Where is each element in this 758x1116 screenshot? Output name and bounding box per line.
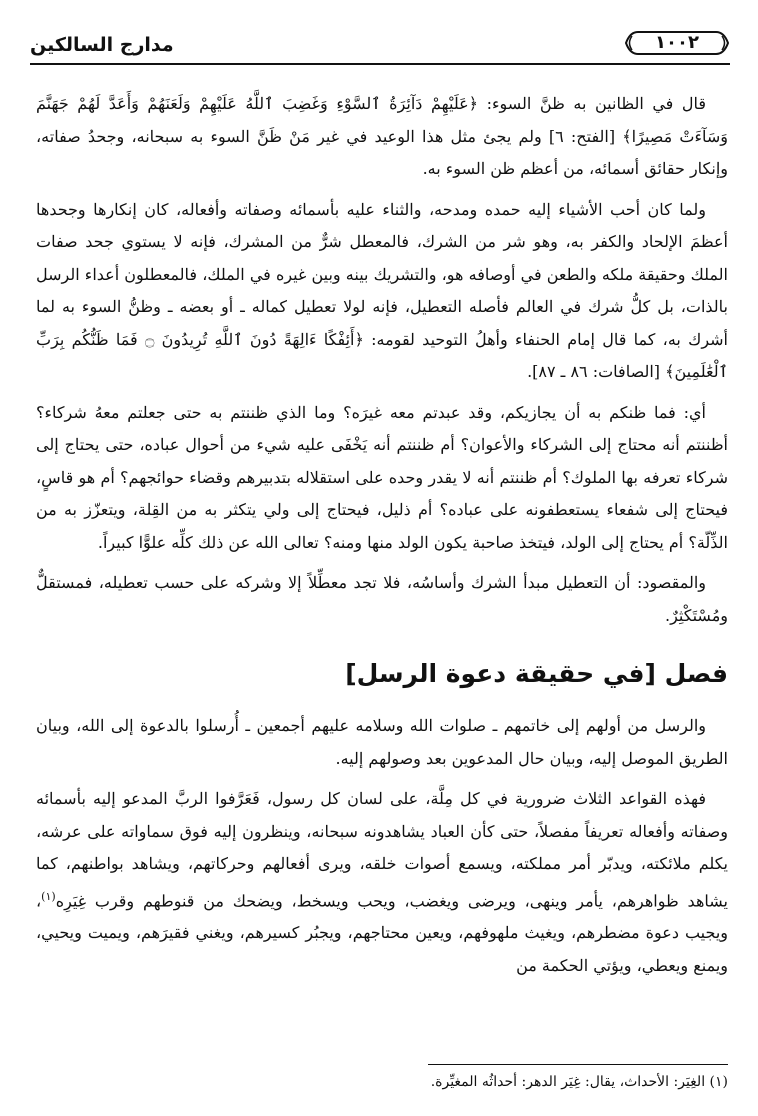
paragraph-4: والمقصود: أن التعطيل مبدأ الشرك وأساسُه، فلا تجد معطِّلاً إلا وشركه على حسب تعطيله، فمستقلٌّ ومُسْتَكْثِرٌ. bbox=[36, 573, 728, 625]
paragraph-5: والرسل من أولهم إلى خاتمهم ـ صلوات الله وسلامه عليهم أجمعين ـ أُرسلوا بالدعوة إلى الله، وبيان الطريق الموصل إليه، وبيان حال المدعوين بعد وصولهم إليه. bbox=[36, 716, 728, 768]
page-number-frame bbox=[624, 30, 730, 56]
section-heading: فصل [في حقيقة دعوة الرسل] bbox=[345, 659, 728, 688]
page-number: ١٠٠٢ bbox=[655, 32, 699, 53]
paragraph-6-part-b: ، ويجيب دعوة مضطرهم، ويغيث ملهوفهم، ويعين محتاجهم، ويجبُر كسيرهم، ويغني فقيرَهم، ويميت ويحيي، ويمنع ويعطي، ويؤتي الحكمة من bbox=[36, 890, 728, 975]
page-body bbox=[36, 88, 728, 982]
paragraph-3: أي: فما ظنكم به أن يجازيكم، وقد عبدتم معه غيرَه؟ وما الذي ظننتم به حتى جعلتم معهُ شركاء؟ أظننتم أنه محتاج إلى الشركاء والأعوان؟ أم ظننتم أنه يَخْفَى عليه شيء من أحوال عباده، حتى يحتاج إلى شركاء تعرفه بها الملوك؟ أم ظننتم أنه لا يقدر وحده على استقلاله بتدبيرهم وقضاء حوائجهم؟ أم هو قاسٍ، فيحتاج إلى شفعاء يستعطفونه على عباده؟ أم ذليل، فيحتاج إلى ولي يتكثر به من القِلة، ويتعزّز به من الذِّلّة؟ أم يحتاج إلى الولد، فيتخذ صاحبة يكون الولد منها ومنه؟ تعالى الله عن ذلك كلِّه علوًّا كبيراً. bbox=[36, 402, 728, 552]
paragraph-6-part-a: فهذه القواعد الثلاث ضرورية في كل مِلَّة، على لسان كل رسول، فَعَرَّفوا الربَّ المدعو إليه بأسمائه وصفاته وأفعاله تعريفاً مفصلاً، حتى كأن العباد يشاهدونه سبحانه، وينظرون إليه فوق سماواته على عرشه، يكلم ملائكته، ويدبّر أمر مملكته، ويسمع أصوات خلقه، ويرى أفعالهم وحركاتهم، ويشاهد بواطنهم، كما يشاهد ظواهرهم، يأمر وينهى، ويرضى ويغضب، ويحب ويسخط، ويضحك من قنوطهم وقرب غِيَرِه bbox=[36, 789, 728, 910]
paragraph-1: قال في الظانين به ظنَّ السوء: ﴿عَلَيْهِمْ دَآئِرَةُ ٱلسَّوْءِ وَغَضِبَ ٱللَّهُ عَلَيْهِمْ وَلَعَنَهُمْ وَأَعَدَّ لَهُمْ جَهَنَّمَ وَسَآءَتْ مَصِيرًا﴾ [الفتح: ٦] ولم يجئ مثل هذا الوعيد في غير مَنْ ظَنَّ السوء به سبحانه، وجحدُ صفاته، وإنكار حقائق أسمائه، من أعظم ظن السوء به. bbox=[36, 94, 729, 178]
footnote-rule bbox=[428, 1064, 728, 1065]
page-header bbox=[30, 30, 730, 62]
paragraph-6 bbox=[36, 783, 728, 982]
header-rule bbox=[30, 63, 730, 65]
footnote-reference: (١) bbox=[41, 889, 56, 903]
footnote: (١) الغِيَر: الأحداث، يقال: غِيَر الدهر: أحداثُه المغيِّرة. bbox=[430, 1074, 728, 1090]
paragraph-2: ولما كان أحب الأشياء إليه حمده ومدحه، والثناء عليه بأسمائه وصفاته وأفعاله، كان إنكارها وجحدها أعظمَ الإلحاد والكفر به، وهو شر من الشرك، فالمعطل شرٌّ من المشرك، فإنه لا يستوي جحد صفات الملك وحقيقة ملكه والطعن في أوصافه هو، والتشريك بينه وبين غيره في الملك، فالمعطلون أعداء الرسل بالذات، بل كلُّ شرك في العالم فأصله التعطيل، فإنه لولا تعطيل كماله ـ أو بعضه ـ وظنُّ السوء به لما أشرك به، كما قال إمام الحنفاء وأهلُ التوحيد لقومه: ﴿أَئِفْكًا ءَالِهَةً دُونَ ٱللَّهِ تُرِيدُونَ ۝ فَمَا ظَنُّكُم بِرَبِّ ٱلْعَٰلَمِينَ﴾ [الصافات: ٨٦ ـ ٨٧]. bbox=[36, 199, 729, 381]
book-title: مدارج السالكين bbox=[30, 34, 174, 56]
